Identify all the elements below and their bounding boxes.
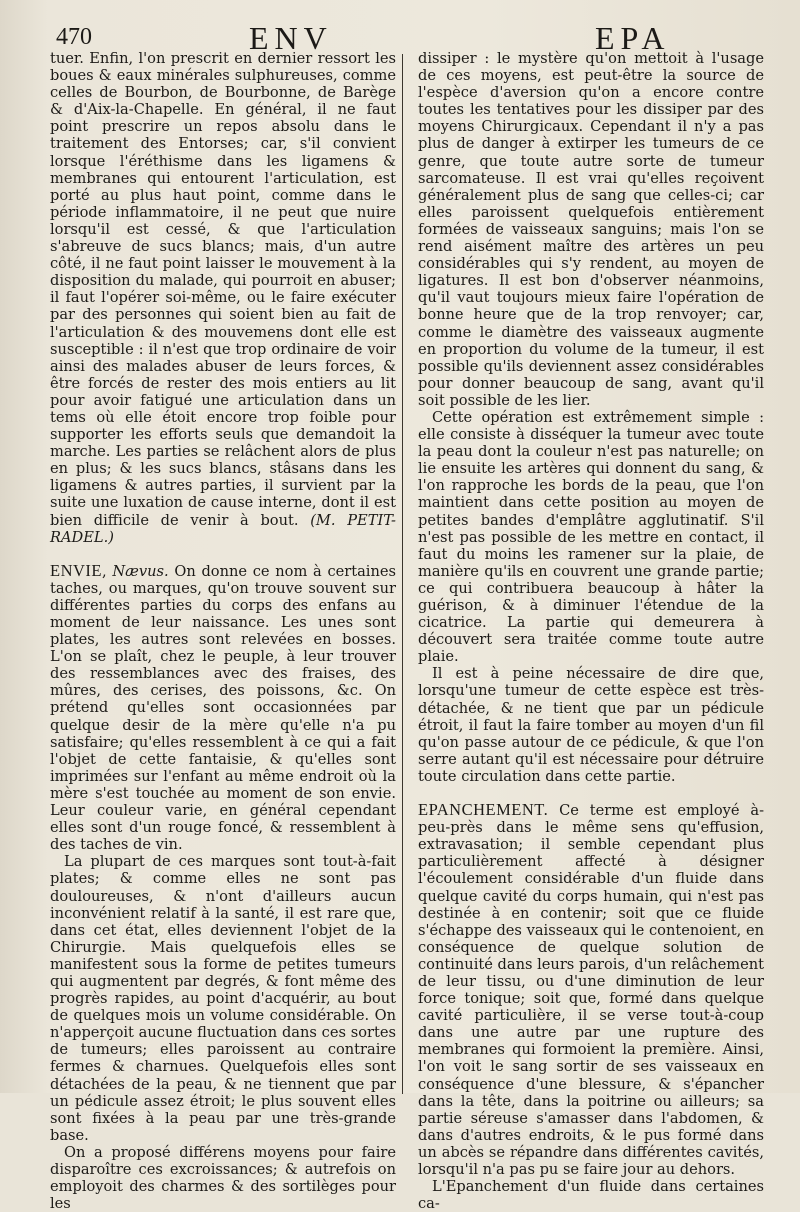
running-head-right: EPA xyxy=(595,20,671,56)
paragraph-text: Ce terme est employé à-peu-près dans le même sens qu'effusion, extravasation; il semble cependant plus particulièrement affecté à désigner l'écoulement considérable d'un fluide dans quelque cavité du corps humain, qui n'est pas destinée à en contenir; soit que ce fluide s'échappe des vaisseaux qui le contenoient, en conséquence de quelque solution de continuité dans leurs parois, d'un relâchement de leur tissu, ou d'une diminution de leur force tonique; soit que, formé dans quelque cavité particulière, il se verse tout-à-coup dans une autre par une rupture des membranes qui formoient la première. Ainsi, l'on voit le sang sortir de ses vaisseaux en conséquence d'une blessure, & s'épancher dans la tête, dans la poitrine ou ailleurs; sa partie séreuse s'amasser dans l'abdomen, & dans d'autres endroits, & le pus formé dans un abcès se répandre dans différentes cavités, lorsqu'il n'a pas pu se faire jour au dehors. xyxy=(418,802,765,1178)
column-rule xyxy=(402,54,403,1094)
paragraph: L'Epanchement d'un fluide dans certaines ca- xyxy=(418,1178,764,1212)
entry-headword: ENVIE xyxy=(50,560,102,580)
entry-headword: EPANCHEMENT. xyxy=(418,800,549,820)
paragraph: dissiper : le mystère qu'on mettoit à l'usage de ces moyens, est peut-être la source de l'espèce d'aversion qu'on a encore contre toutes les tentatives pour les dissiper par des moyens Chirurgicaux. Cependant il n'y a pas plus de danger à extirper les tumeurs de ce genre, que toute autre sorte de tumeur sarcomateuse. Il est vrai qu'elles reçoivent généralement plus de sang que celles-ci; car elles paroissent quelquefois entièrement formées de vaisseaux sanguins; mais l'on se rend aisément maître des artères un peu considérables qui s'y rendent, au moyen de ligatures. Il est bon d'observer néanmoins, qu'il vaut toujours mieux faire l'opération de bonne heure que de la trop renvoyer; car, comme le diamètre des vaisseaux augmente en proportion du volume de la tumeur, il est possible qu'ils deviennent assez considérables pour donner beaucoup de sang, avant qu'il soit possible de les lier. xyxy=(418,50,764,409)
text-columns xyxy=(50,50,766,1212)
page-header xyxy=(50,14,766,56)
latin-term: Nævus. xyxy=(112,562,169,580)
paragraph: Cette opération est extrêmement simple : elle consiste à disséquer la tumeur avec toute la peau dont la couleur n'est pas naturelle; on lie ensuite les artères qui donnent du sang, & l'on rapproche les bords de la peau, que l'on maintient dans cette position au moyen de petites bandes d'emplâtre agglutinatif. S'il n'est pas possible de les mettre en contact, il faut du moins les ramener sur la plaie, de manière qu'ils en couvrent une grande partie; ce qui contribuera beaucoup à hâter la guérison, & à diminuer l'étendue de la cicatrice. La partie qui demeurera à découvert sera traitée comme toute autre plaie. xyxy=(418,408,764,666)
paragraph-text: tuer. Enfin, l'on prescrit en dernier ressort les boues & eaux minérales sulphureuses, comme celles de Bourbon, de Bourbonne, de Barège & d'Aix-la-Chapelle. En général, il ne faut point prescrire un repos absolu dans le traitement des Entorses; car, s'il convient lorsque l'éréthisme dans les ligamens & membranes qui entourent l'articulation, est porté au plus haut point, comme dans le période inflammatoire, il ne peut que nuire lorsqu'il est cessé, & que l'articulation s'abreuve de sucs blancs; mais, d'un autre côté, il ne faut point laisser le mouvement à la disposition du malade, qui pourroit en abuser; il faut l'opérer soi-même, ou le faire exécuter par des personnes qui soient bien au fait de l'articulation & des mouvemens dont elle est susceptible : il n'est que trop ordinaire de voir ainsi des malades abuser de leurs forces, & être forcés de rester des mois entiers au lit pour avoir fatigué une articulation dans un tems où elle étoit encore trop foible pour supporter les efforts seuls que demandoit la marche. Les parties se relâchent alors de plus en plus; & les sucs blancs, stâsans dans les ligamens & autres parties, il survient par la suite une luxation de cause interne, dont il est bien difficile de venir à bout. xyxy=(50,50,396,529)
right-column xyxy=(418,50,764,1212)
left-column xyxy=(50,50,396,1212)
paragraph: La plupart de ces marques sont tout-à-fait plates; & comme elles ne sont pas douloureuses, & n'ont d'ailleurs aucun inconvénient relatif à la santé, il est rare que, dans cet état, elles deviennent l'objet de la Chirurgie. Mais quelquefois elles se manifestent sous la forme de petites tumeurs qui augmentent par degrés, & font même des progrès rapides, au point d'acquérir, au bout de quelques mois un volume considérable. On n'apperçoit aucune fluctuation dans ces sortes de tumeurs; elles paroissent au contraire fermes & charnues. Quelquefois elles sont détachées de la peau, & ne tiennent que par un pédicule assez étroit; le plus souvent elles sont fixées à la peau par une très-grande base. xyxy=(50,853,396,1144)
paragraph-text: On donne ce nom à certaines taches, ou marques, qu'on trouve souvent sur différentes parties du corps des enfans au moment de leur naissance. Les unes sont plates, les autres sont relevées en bosses. L'on se plaît, chez le peuple, à leur trouver des ressemblances avec des fraises, des mûres, des cerises, des poissons, &c. On prétend qu'elles sont occasionnées par quelque desir de la mère qu'elle n'a pu satisfaire; qu'elles ressemblent à ce qui a fait l'objet de cette fantaisie, & qu'elles sont imprimées sur l'enfant au même endroit où la mère s'est touchée au moment de son envie. Leur couleur varie, en général cependant elles sont d'un rouge foncé, & ressemblent à des taches de vin. xyxy=(50,562,397,854)
page-number: 470 xyxy=(56,24,92,50)
entry-epanchement xyxy=(418,801,764,1178)
author-signature: (M. PETIT-RADEL.) xyxy=(50,511,396,546)
paragraph: Il est à peine nécessaire de dire que, lorsqu'une tumeur de cette espèce est très-détachée, & ne tient que par un pédicule étroit, il faut la faire tomber au moyen d'un fil qu'on passe autour de ce pédicule, & que l'on serre autant qu'il est nécessaire pour détruire toute circulation dans cette partie. xyxy=(418,665,764,785)
paragraph: On a proposé différens moyens pour faire disparoître ces excroissances; & autrefois on employoit des charmes & des sortilèges pour les xyxy=(50,1143,396,1212)
paragraph-entorses-end xyxy=(50,50,396,546)
running-head-left: ENV xyxy=(249,20,333,56)
entry-envie: ENVIE, Nævus. On donne ce nom à certaines taches, ou marques, qu'on trouve souvent sur différentes parties du corps des enfans au moment de leur naissance. Les unes sont plates, les autres sont relevées en bosses. L'on se plaît, chez le peuple, à leur trouver des ressemblances avec des fraises, des mûres, des cerises, des poissons, &c. On prétend qu'elles sont occasionnées par quelque desir de la mère qu'elle n'a pu satisfaire; qu'elles ressemblent à ce qui a fait l'objet de cette fantaisie, & qu'elles sont imprimées sur l'enfant au même endroit où la mère s'est touchée au moment de son envie. Leur couleur varie, en général cependant elles sont d'un rouge foncé, & ressemblent à des taches de vin. xyxy=(50,560,397,854)
